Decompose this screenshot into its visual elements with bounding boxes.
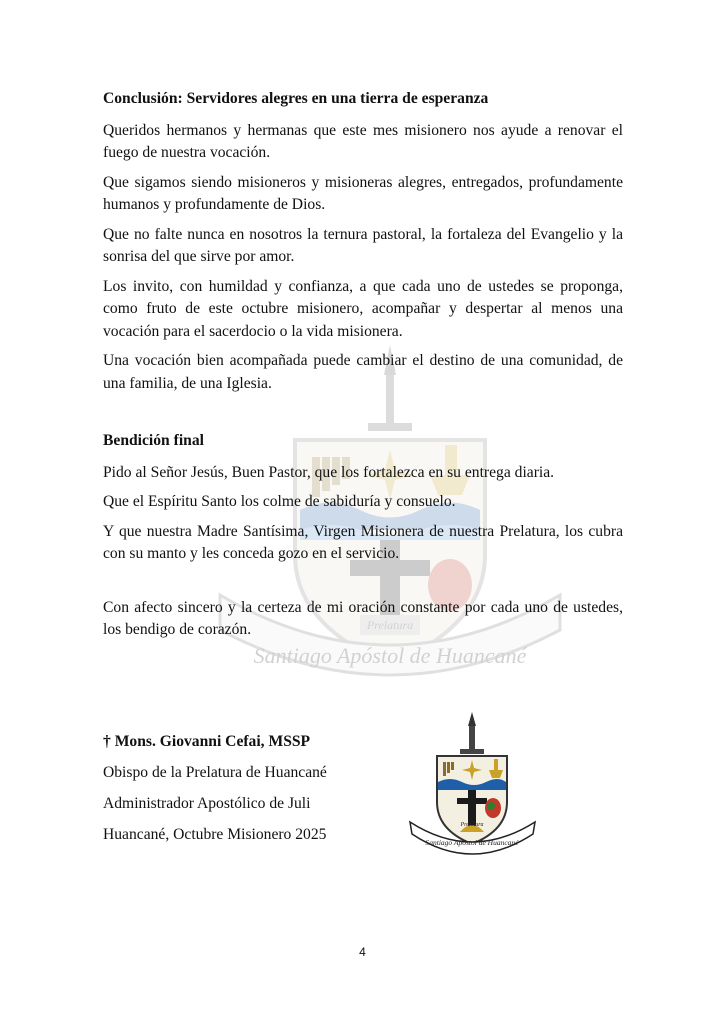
conclusion-paragraph: Una vocación bien acompañada puede cambiar el destino de una comunidad, de una familia, de una Iglesia.	[103, 352, 623, 392]
conclusion-paragraph: Que no falte nunca en nosotros la ternura pastoral, la fortaleza del Evangelio y la sonrisa del que sirve por amor.	[103, 225, 623, 265]
signer-name: † Mons. Giovanni Cefai, MSSP	[103, 733, 311, 750]
blessing-paragraph: Pido al Señor Jesús, Buen Pastor, que los fortalezca en su entrega diaria.	[103, 463, 555, 481]
letter-body	[103, 88, 623, 649]
closing-paragraph: Con afecto sincero y la certeza de mi oración constante por cada uno de ustedes, los bendigo de corazón.	[103, 598, 623, 638]
conclusion-paragraph: Queridos hermanos y hermanas que este mes misionero nos ayude a renovar el fuego de nuestra vocación.	[103, 121, 623, 161]
conclusion-heading: Conclusión: Servidores alegres en una tierra de esperanza	[103, 90, 489, 107]
signer-title: Administrador Apostólico de Juli	[103, 795, 311, 812]
signer-title: Obispo de la Prelatura de Huancané	[103, 764, 327, 781]
blessing-paragraph: Que el Espíritu Santo los colme de sabiduría y consuelo.	[103, 493, 456, 510]
seal-banner-text: Santiago Apóstol de Huancané	[425, 838, 519, 847]
place-date: Huancané, Octubre Misionero 2025	[103, 826, 327, 843]
conclusion-paragraph: Que sigamos siendo misioneros y misioneras alegres, entregados, profundamente humanos y profundamente de Dios.	[103, 173, 623, 213]
blessing-heading: Bendición final	[103, 432, 204, 449]
blessing-paragraph: Y que nuestra Madre Santísima, Virgen Misionera de nuestra Prelatura, los cubra con su manto y les conceda gozo en el servicio.	[103, 522, 623, 562]
conclusion-paragraph: Los invito, con humildad y confianza, a que cada uno de ustedes se proponga, como fruto de este octubre misionero, acompañar y despertar al menos una vocación para el sacerdocio o la vida misionera.	[103, 277, 623, 340]
page-number: 4	[359, 945, 366, 959]
signature-block	[103, 726, 423, 850]
watermark-banner-top: Prelatura	[366, 618, 414, 632]
watermark-banner-text: Santiago Apóstol de Huancané	[253, 643, 527, 668]
coat-of-arms-emblem	[405, 712, 540, 862]
seal-banner-top: Prelatura	[460, 822, 484, 828]
